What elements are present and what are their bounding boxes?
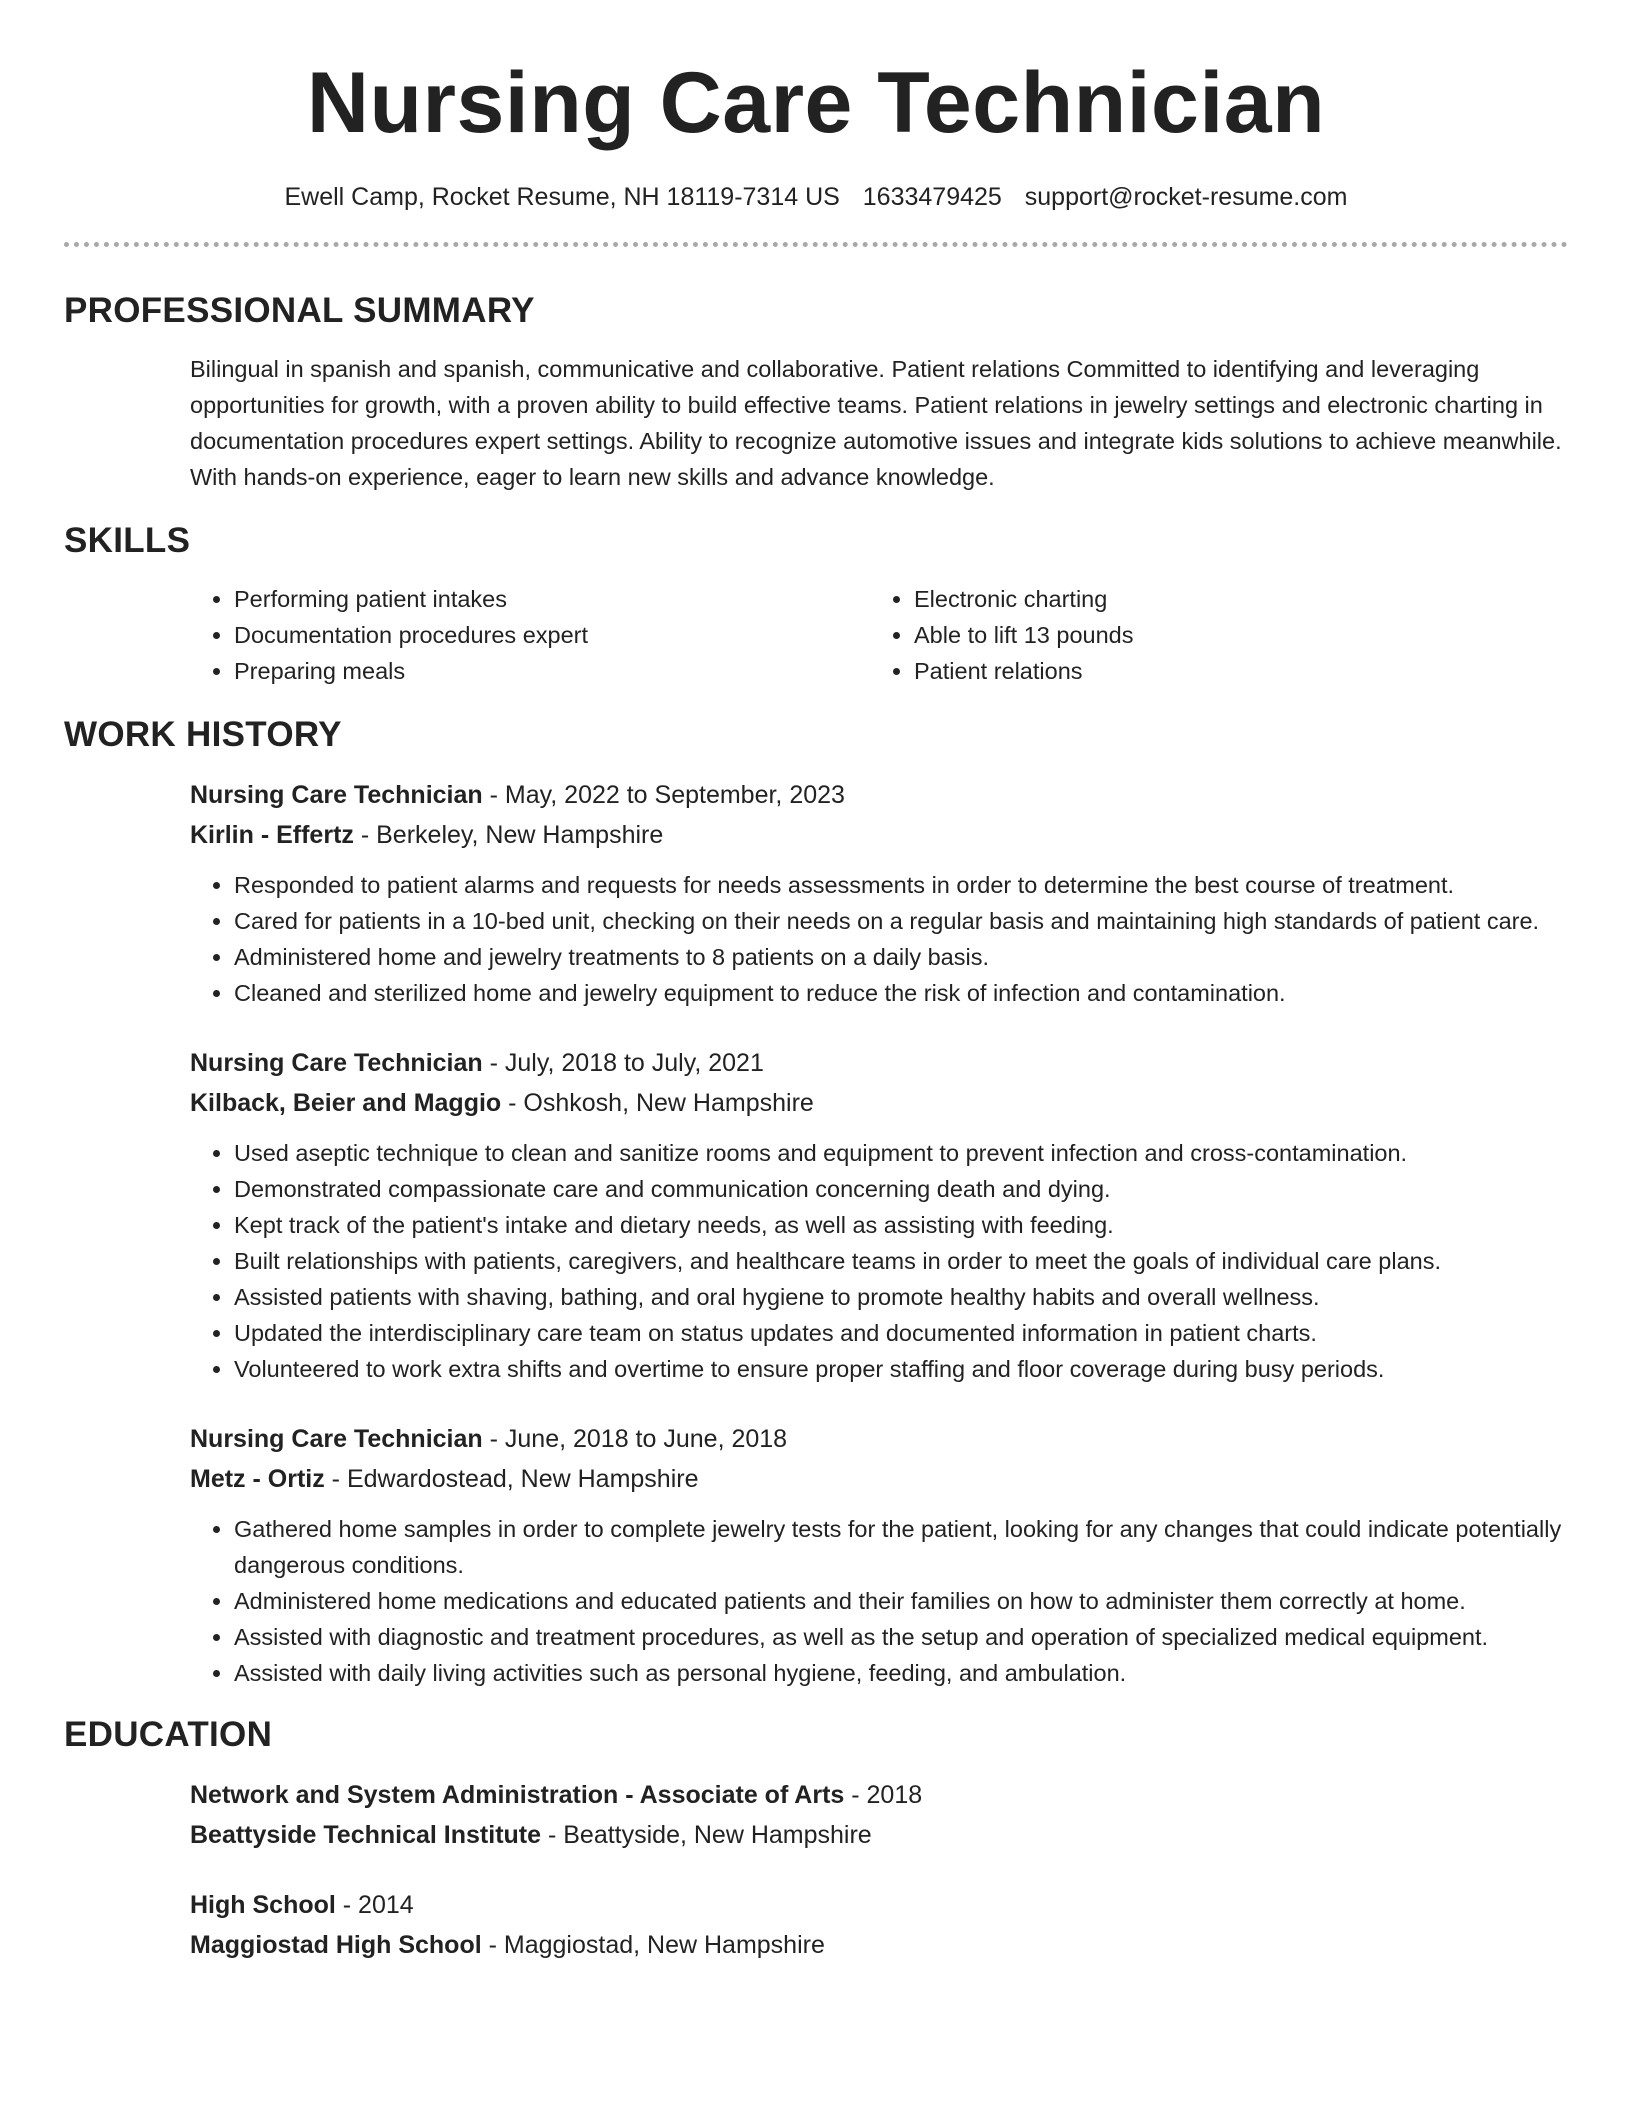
- section-heading-work-history: WORK HISTORY: [64, 715, 342, 755]
- job-company: Metz - Ortiz: [190, 1465, 325, 1494]
- education-degree: High School: [190, 1891, 336, 1920]
- skill-item: • Preparing meals: [234, 653, 870, 689]
- education-school-line: [190, 1815, 1568, 1855]
- section-heading-summary: PROFESSIONAL SUMMARY: [64, 291, 535, 331]
- job-location: - Berkeley, New Hampshire: [360, 821, 664, 850]
- job-company-line: [190, 1459, 1568, 1499]
- job-company: Kilback, Beier and Maggio: [190, 1089, 502, 1118]
- job-entry: [190, 1419, 1568, 1691]
- job-bullet: • Used aseptic technique to clean and sanitize rooms and equipment to prevent infection and cross-contamination.: [234, 1135, 1568, 1171]
- contact-address: Ewell Camp, Rocket Resume, NH 18119-7314 US: [284, 183, 840, 212]
- header-divider: [64, 242, 1568, 247]
- job-bullet: • Assisted patients with shaving, bathing, and oral hygiene to promote healthy habits and overall wellness.: [234, 1279, 1568, 1315]
- education-school: Beattyside Technical Institute: [190, 1821, 542, 1850]
- skill-item: • Able to lift 13 pounds: [914, 617, 1550, 653]
- education-school: Maggiostad High School: [190, 1931, 482, 1960]
- job-bullet: • Built relationships with patients, caregivers, and healthcare teams in order to meet the goals of individual care plans.: [234, 1243, 1568, 1279]
- job-bullets: [190, 867, 1568, 1011]
- education-year: - 2018: [851, 1781, 923, 1810]
- job-title-line: [190, 1043, 1568, 1083]
- skill-item: • Performing patient intakes: [234, 581, 870, 617]
- education-year: - 2014: [342, 1891, 414, 1920]
- job-bullets: [190, 1511, 1568, 1691]
- education-degree-line: [190, 1885, 1568, 1925]
- job-bullet: • Gathered home samples in order to complete jewelry tests for the patient, looking for any changes that could indicate potentially dangerous conditions.: [234, 1511, 1568, 1583]
- skills-column-right: [870, 581, 1550, 689]
- job-dates: - July, 2018 to July, 2021: [489, 1049, 764, 1078]
- job-title: Nursing Care Technician: [190, 1049, 483, 1078]
- job-location: - Edwardostead, New Hampshire: [331, 1465, 699, 1494]
- education-degree-line: [190, 1775, 1568, 1815]
- candidate-name: Nursing Care Technician: [306, 55, 1326, 151]
- education-location: - Beattyside, New Hampshire: [547, 1821, 872, 1850]
- job-dates: - May, 2022 to September, 2023: [489, 781, 845, 810]
- job-bullet: • Administered home and jewelry treatments to 8 patients on a daily basis.: [234, 939, 1568, 975]
- job-title: Nursing Care Technician: [190, 781, 483, 810]
- job-entry: [190, 775, 1568, 1011]
- education-entry: [190, 1885, 1568, 1965]
- contact-phone: 1633479425: [862, 183, 1002, 212]
- job-title: Nursing Care Technician: [190, 1425, 483, 1454]
- job-location: - Oshkosh, New Hampshire: [508, 1089, 814, 1118]
- skill-item: • Electronic charting: [914, 581, 1550, 617]
- job-title-line: [190, 1419, 1568, 1459]
- job-bullet: • Demonstrated compassionate care and communication concerning death and dying.: [234, 1171, 1568, 1207]
- job-company-line: [190, 1083, 1568, 1123]
- contact-line: [64, 183, 1568, 212]
- job-bullet: • Administered home medications and educated patients and their families on how to administer them correctly at home.: [234, 1583, 1568, 1619]
- job-bullet: • Assisted with diagnostic and treatment procedures, as well as the setup and operation of specialized medical equipment.: [234, 1619, 1568, 1655]
- section-heading-education: EDUCATION: [64, 1715, 273, 1755]
- job-company: Kirlin - Effertz: [190, 821, 354, 850]
- education-location: - Maggiostad, New Hampshire: [488, 1931, 825, 1960]
- job-bullet: • Cleaned and sterilized home and jewelry equipment to reduce the risk of infection and contamination.: [234, 975, 1568, 1011]
- education-school-line: [190, 1925, 1568, 1965]
- job-company-line: [190, 815, 1568, 855]
- skill-item: • Patient relations: [914, 653, 1550, 689]
- skill-item: • Documentation procedures expert: [234, 617, 870, 653]
- job-bullet: • Assisted with daily living activities such as personal hygiene, feeding, and ambulation.: [234, 1655, 1568, 1691]
- job-bullets: [190, 1135, 1568, 1387]
- skills-column-left: [190, 581, 870, 689]
- contact-email: support@rocket-resume.com: [1024, 183, 1348, 212]
- job-bullet: • Cared for patients in a 10-bed unit, checking on their needs on a regular basis and maintaining high standards of patient care.: [234, 903, 1568, 939]
- skills-list: [190, 581, 1568, 689]
- education-degree: Network and System Administration - Associate of Arts: [190, 1781, 845, 1810]
- job-bullet: • Kept track of the patient's intake and dietary needs, as well as assisting with feeding.: [234, 1207, 1568, 1243]
- education-entry: [190, 1775, 1568, 1855]
- summary-text: Bilingual in spanish and spanish, communicative and collaborative. Patient relations Committed to identifying and leveraging opportunities for growth, with a proven ability to build effective teams. Patient relations in jewelry settings and electronic charting in documentation procedures expert settings. Ability to recognize automotive issues and integrate kids solutions to achieve meanwhile. With hands-on experience, eager to learn new skills and advance knowledge.: [190, 356, 1562, 491]
- job-title-line: [190, 775, 1568, 815]
- job-bullet: • Responded to patient alarms and requests for needs assessments in order to determine the best course of treatment.: [234, 867, 1568, 903]
- job-bullet: • Volunteered to work extra shifts and overtime to ensure proper staffing and floor coverage during busy periods.: [234, 1351, 1568, 1387]
- job-bullet: • Updated the interdisciplinary care team on status updates and documented information in patient charts.: [234, 1315, 1568, 1351]
- job-entry: [190, 1043, 1568, 1387]
- job-dates: - June, 2018 to June, 2018: [489, 1425, 788, 1454]
- section-heading-skills: SKILLS: [64, 521, 191, 561]
